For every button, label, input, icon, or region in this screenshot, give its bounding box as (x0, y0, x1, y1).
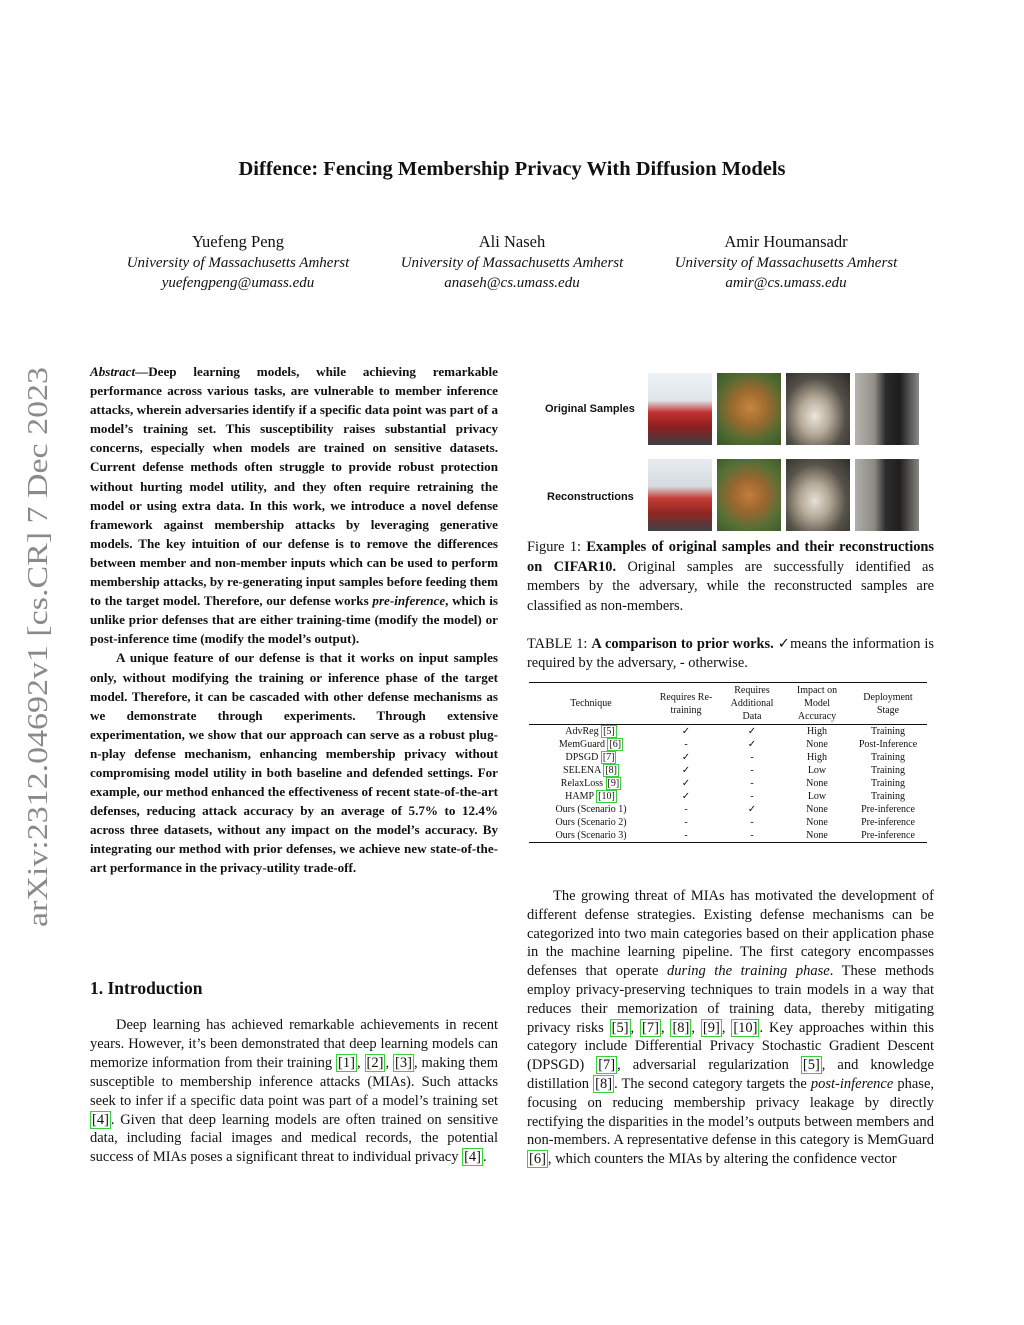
author-block (372, 232, 652, 293)
table-caption (527, 635, 934, 673)
reconstruction-image-deer (786, 459, 850, 531)
citation-link[interactable]: [4] (464, 1149, 482, 1166)
citation-link[interactable]: [8] (605, 765, 617, 776)
citation-link[interactable]: [3] (395, 1054, 412, 1071)
table-header-row (529, 683, 927, 725)
cell-technique (529, 751, 653, 764)
reconstruction-image-car (648, 459, 712, 531)
author-name: Ali Naseh (478, 232, 546, 251)
figure-row-label: Reconstructions (547, 491, 634, 503)
caption-prefix: TABLE 1: (527, 636, 592, 652)
table-row (529, 764, 927, 777)
reconstruction-image-dog (717, 459, 781, 531)
body-text: , which counters the MIAs by altering the confidence vector (547, 1151, 897, 1168)
sample-image-horse (855, 373, 919, 445)
figure-row-label: Original Samples (545, 403, 635, 415)
emphasis-text: during the training phase (667, 963, 830, 980)
cell-stage: Pre-inference (861, 830, 915, 841)
table-row (529, 777, 927, 790)
cell-stage: Post-Inference (858, 739, 918, 750)
technique-name: DPSGD (565, 752, 599, 763)
abstract-emphasis: pre-inference (372, 593, 446, 609)
sample-image-dog (717, 373, 781, 445)
citation-link[interactable]: [8] (672, 1019, 690, 1036)
citation-link[interactable]: [1] (338, 1054, 355, 1071)
technique-name: AdvReg (565, 726, 599, 737)
citation-link[interactable]: [9] (607, 778, 620, 789)
cell-technique: Ours (Scenario 1) (555, 804, 627, 815)
sample-image-car (648, 373, 712, 445)
abstract: Abstract—Deep learning models, while achieving remarkable performance across various tasks, are vulnerable to member inference attacks, wherein adversaries identify if a specific data point was part of a model’s training set. This susceptibility raises substantial privacy concerns, especially when models are trained on sensitive datasets. Current defense methods often struggle to provide robust protection without hurting model utility, and they often require retraining the model or using extra data. In this work, we introduce a novel defense framework against membership attacks by leveraging generative models. The key intuition of our defense is to remove the differences between member and non-member inputs which can be used to perform membership attacks, by re-generating input samples before feeding them to the target model. Therefore, our defense works pre-inference, which is unlike prior defenses that are either training-time (modify the model) or post-inference time (modify the model’s output). A unique feature of our defense is that it works on input samples only, without modifying the training or inference phase of the target model. Therefore, it can be cascaded with other defense mechanisms as we demonstrate through experiments. Through extensive experimentation, we show that our approach can serve as a robust plug-n-play defense mechanism, enhancing membership privacy without compromising model utility in both baseline and defended settings. For example, our method enhanced the effectiveness of recent state-of-the-art defenses, reducing attack accuracy by an average of 5.7% to 12.4% across three datasets, without any impact on the model’s accuracy. By integrating our method with prior defenses, we achieve new state-of-the-art performance in the privacy-utility trade-off. (90, 362, 498, 878)
citation-link[interactable]: [8] (595, 1075, 613, 1092)
emphasis-text: post-inference (810, 1075, 894, 1092)
abstract-text: , which is unlike prior defenses that are either training-time (modify the model) or post-inference time (modify the model’s output). (90, 593, 498, 647)
cell-technique: Ours (Scenario 2) (555, 817, 627, 828)
caption-bold: A comparison to prior works. (591, 636, 774, 652)
citation-link[interactable]: [4] (92, 1111, 109, 1128)
caption-prefix: Figure 1: (527, 539, 587, 555)
body-text: , and knowledge distillation (527, 1057, 934, 1092)
table-row (529, 738, 927, 751)
table-row (529, 790, 927, 803)
author-email: yuefengpeng@umass.edu (161, 275, 315, 291)
column-header: Impact on Model Accuracy (796, 685, 838, 722)
body-text: . (483, 1149, 487, 1166)
cell-technique (529, 777, 653, 790)
cell-retrain: - (684, 830, 688, 841)
body-text: . The second category targets the (614, 1075, 811, 1092)
cell-impact: Low (807, 791, 827, 802)
cell-retrain: - (684, 804, 688, 815)
citation-link[interactable]: [7] (602, 752, 615, 763)
cell-technique: Ours (Scenario 3) (555, 830, 627, 841)
body-text: . Key approaches within this category include Differential Privacy Stochastic Gradient Descent (DPSGD) (527, 1019, 934, 1074)
cell-retrain: ✓ (681, 778, 691, 789)
cell-data: - (750, 830, 754, 841)
table-row (529, 751, 927, 764)
cell-stage: Training (870, 791, 906, 802)
cell-retrain: ✓ (681, 752, 691, 763)
cell-data: - (750, 817, 754, 828)
cell-retrain: - (684, 817, 688, 828)
author-affiliation: University of Massachusetts Amherst (126, 255, 350, 271)
cell-retrain: ✓ (681, 791, 691, 802)
table-row (529, 725, 927, 739)
author-affiliation: University of Massachusetts Amherst (674, 255, 898, 271)
author-email: anaseh@cs.umass.edu (444, 275, 580, 291)
cell-impact: None (806, 804, 828, 815)
cell-retrain: ✓ (681, 726, 691, 737)
technique-name: SELENA (563, 765, 601, 776)
cell-data: - (750, 778, 754, 789)
citation-link[interactable]: [5] (603, 726, 615, 737)
citation-link[interactable]: [10] (598, 791, 615, 802)
abstract-paragraph: A unique feature of our defense is that it works on input samples only, without modifying the training or inference phase of the target model. Therefore, it can be cascaded with other defense mechanisms as we demonstrate through experiments. Through extensive experimentation, we show that our approach can serve as a robust plug-n-play defense mechanism, enhancing membership privacy without compromising model utility in both baseline and defended settings. For example, our method enhanced the effectiveness of recent state-of-the-art defenses, reducing attack accuracy by an average of 5.7% to 12.4% across three datasets, without any impact on the model’s accuracy. By integrating our method with prior defenses, we achieve new state-of-the-art performance in the privacy-utility trade-off. (90, 650, 498, 876)
citation-link[interactable]: [7] (642, 1019, 659, 1036)
body-text: . These methods employ privacy-preserving techniques to train models in a way that reduces their memorization of training data, thereby mitigating privacy risks (527, 963, 934, 1036)
cell-stage: Training (870, 726, 906, 737)
caption-text: ✓means the information is required by the adversary, - otherwise. (527, 636, 934, 671)
cell-data: - (750, 752, 754, 763)
cell-data: ✓ (747, 726, 757, 737)
abstract-lead: Abstract (90, 364, 136, 379)
citation-link[interactable]: [6] (609, 739, 622, 750)
cell-impact: None (806, 739, 828, 750)
cell-impact: None (806, 830, 828, 841)
body-text: , adversarial regularization (617, 1057, 801, 1074)
cell-data: ✓ (747, 804, 757, 815)
author-block (98, 232, 378, 293)
technique-name: RelaxLoss (560, 778, 604, 789)
cell-retrain: ✓ (681, 765, 691, 776)
section-heading: 1. Introduction (90, 978, 203, 998)
figure-caption (527, 538, 934, 616)
reconstruction-image-horse (855, 459, 919, 531)
table-row (529, 816, 927, 829)
citation-link[interactable]: [10] (733, 1019, 758, 1036)
cell-impact: High (807, 726, 827, 737)
comparison-table (529, 682, 927, 843)
column-header: Requires Additional Data (730, 685, 774, 722)
citation-link[interactable]: [7] (598, 1057, 616, 1074)
cell-impact: High (807, 752, 827, 763)
body-column-right: The growing threat of MIAs has motivated the development of different defense strategies. Existing defense mechanisms can be categorized into two main categories based on their application phase in the machine learning pipeline. The first category encompasses defenses that operate during the training phase. These methods employ privacy-preserving techniques to train models in a way that reduces their memorization of training data, thereby mitigating privacy risks [5] , [7] , [8] , [9] , [10] . Key approaches within this category include Differential Privacy Stochastic Gradient Descent (DPSGD) [7] , adversarial regularization [5] , and knowledge distillation [8] . The second category targets the post-inference phase, focusing on reducing membership privacy leakage by directly rectifying the disparities in the model’s outputs between members and non-members. A representative defense in this category is MemGuard [6] , which counters the MIAs by altering the confidence vector (527, 888, 935, 1168)
body-text: The growing threat of MIAs has motivated the development of different defense strategies. Existing defense mechanisms can be categorized into two main categories based on their application phase in the machine learning pipeline. The first category encompasses defenses that operate (527, 888, 934, 980)
technique-name: MemGuard (558, 739, 605, 750)
technique-name: HAMP (565, 791, 594, 802)
cell-impact: None (806, 817, 828, 828)
citation-link[interactable]: [6] (529, 1151, 546, 1168)
caption-text: Original samples are successfully identified as members by the adversary, while the reconstructed samples are classified as non-members. (527, 558, 934, 614)
table-row (529, 803, 927, 816)
abstract-text: Deep learning models, while achieving remarkable performance across various tasks, are vulnerable to member inference attacks, wherein adversaries identify if a specific data point was part of a model’s training set. This susceptibility raises substantial privacy concerns, especially when models are trained on sensitive datasets. Current defense methods often struggle to provide robust protection without hurting model utility, and they often require retraining the model or using extra data. In this work, we introduce a novel defense framework against membership attacks by leveraging generative models. The key intuition of our defense is to remove the differences between member and non-member inputs which can be used to perform membership attacks, by re-generating input samples before feeding them to the target model. Therefore, our defense works (90, 364, 498, 609)
cell-data: ✓ (747, 739, 757, 750)
cell-stage: Pre-inference (861, 817, 915, 828)
sample-image-deer (786, 373, 850, 445)
author-block (646, 232, 926, 293)
cell-technique (529, 738, 653, 751)
column-header: Technique (570, 698, 612, 709)
cell-data: - (750, 791, 754, 802)
column-header: Requires Re-training (659, 691, 713, 716)
cell-stage: Training (870, 752, 906, 763)
intro-text: Deep learning has achieved remarkable achievements in recent years. However, it’s been demonstrated that deep learning models can memorize information from their training [1] , [2] , [3] , making them susceptible to membership inference attacks (MIAs). Such attacks seek to infer if a specific data point was part of a model’s training set [4] . Given that deep learning models are often trained on sensitive data, including facial images and medical records, the potential success of MIAs poses a significant threat to individual privacy [4] . (90, 1017, 498, 1166)
cell-stage: Training (870, 778, 906, 789)
body-text: Deep learning has achieved remarkable achievements in recent years. However, it’s been demonstrated that deep learning models can memorize information from their training (90, 1017, 498, 1071)
cell-data: - (750, 765, 754, 776)
caption-bold: Examples of original samples and their reconstructions on CIFAR10. (527, 539, 934, 575)
arxiv-stamp (16, 365, 56, 930)
body-text: . Given that deep learning models are often trained on sensitive data, including facial images and medical records, the potential success of MIAs poses a significant threat to individual privacy (90, 1111, 498, 1166)
cell-stage: Pre-inference (861, 804, 915, 815)
author-affiliation: University of Massachusetts Amherst (400, 255, 624, 271)
cell-technique (529, 764, 653, 777)
cell-impact: Low (807, 765, 827, 776)
citation-link[interactable]: [5] (802, 1057, 820, 1074)
cell-impact: None (806, 778, 828, 789)
author-name: Amir Houmansadr (724, 232, 848, 251)
author-name: Yuefeng Peng (191, 232, 285, 251)
table-row (529, 829, 927, 843)
cell-retrain: - (684, 739, 688, 750)
cell-stage: Training (870, 765, 906, 776)
cell-technique (529, 725, 653, 739)
citation-link[interactable]: [5] (611, 1019, 629, 1036)
arxiv-id: arXiv:2312.04692v1 [cs.CR] 7 Dec 2023 (23, 456, 54, 927)
cell-technique (529, 790, 653, 803)
body-text: phase, focusing on reducing membership privacy leakage by directly rectifying the disparities in the model’s outputs between members and non-members. A representative defense in this category is MemGuard (527, 1075, 935, 1149)
author-email: amir@cs.umass.edu (725, 275, 847, 291)
paper-title: Diffence: Fencing Membership Privacy With Diffusion Models (238, 158, 786, 180)
citation-link[interactable]: [2] (366, 1054, 384, 1071)
column-header: Deployment Stage (863, 691, 913, 716)
body-text: , making them susceptible to membership inference attacks (MIAs). Such attacks seek to infer if a specific data point was part of a model’s training set (90, 1054, 498, 1109)
citation-link[interactable]: [9] (702, 1019, 720, 1036)
